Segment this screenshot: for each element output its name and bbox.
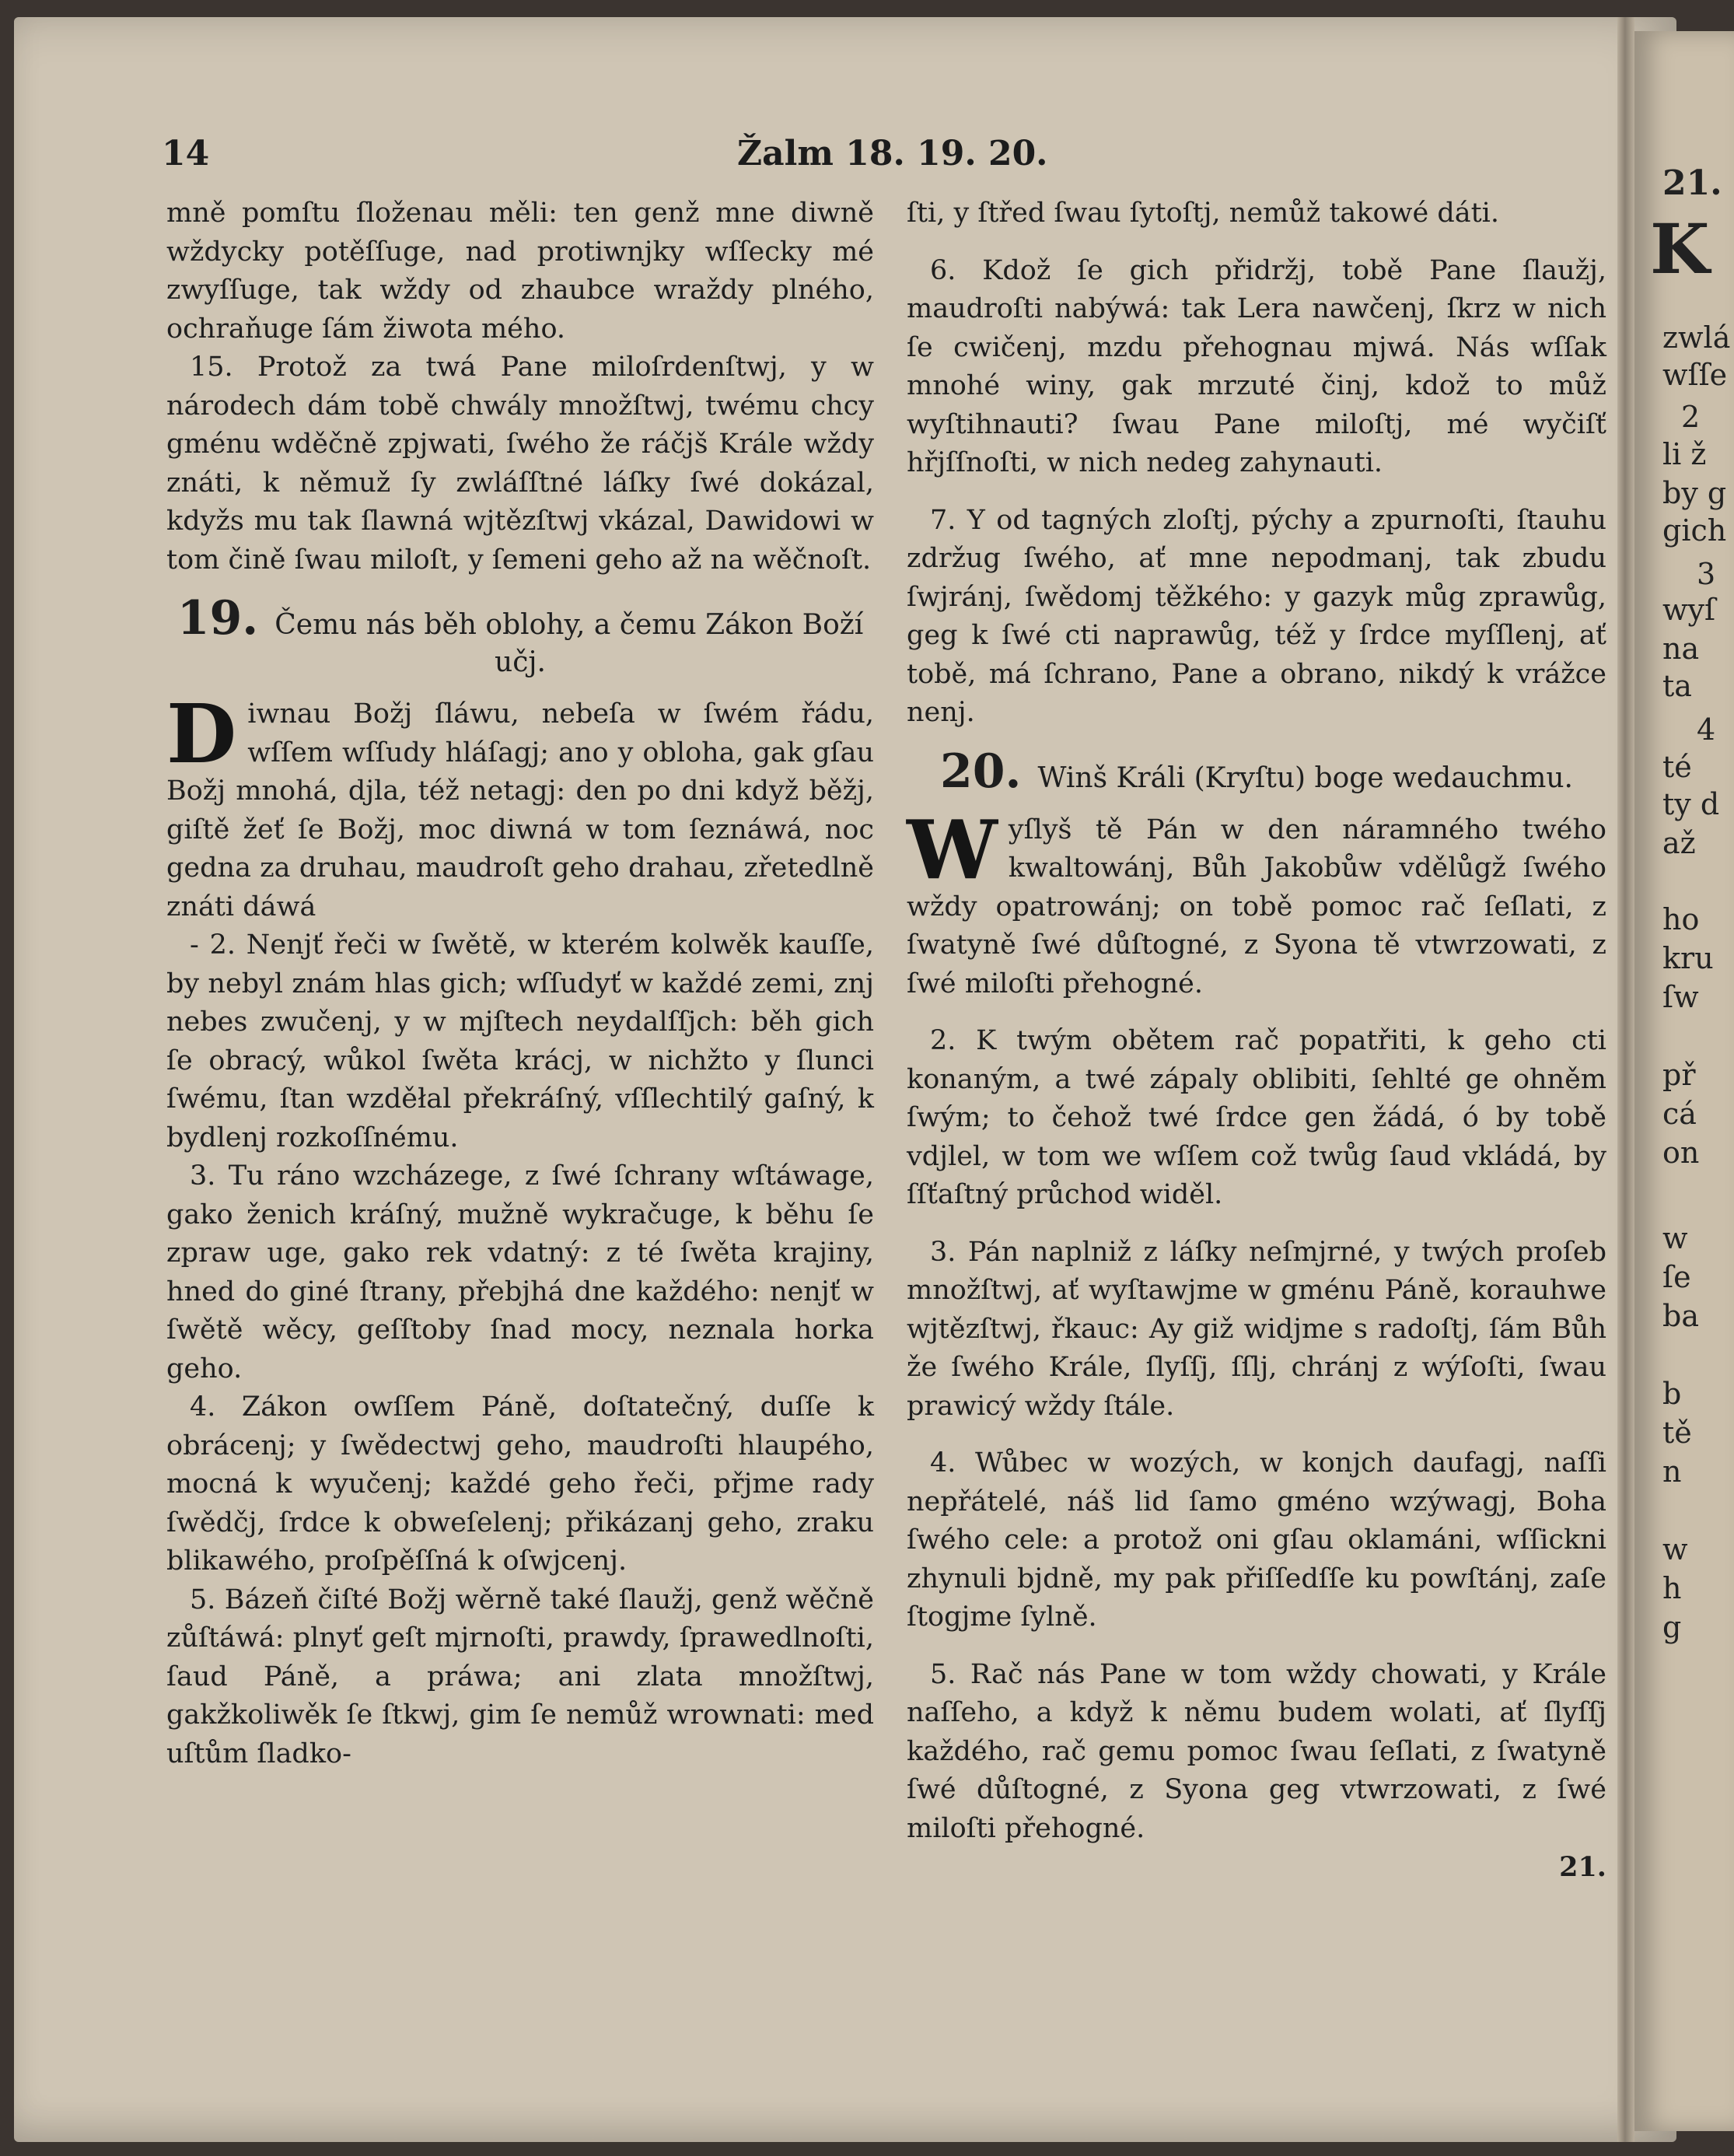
facing-fragment: n — [1662, 1454, 1682, 1489]
book-gutter — [1617, 17, 1634, 2142]
facing-fragment: ba — [1662, 1299, 1699, 1333]
facing-fragment: 3 — [1697, 557, 1716, 591]
facing-fragment: ho — [1662, 902, 1700, 936]
facing-fragment: ſw — [1662, 980, 1699, 1014]
psalm-19-verse-4: 4. Zákon owſſem Páně, doſtatečný, duſſe k obrácenj; y ſwědectwj geho, maudroſti hlaupého, mocná k wyučenj; každé geho řeči, přjme rady ſwědčj, ſrdce k obweſelenj; přikázanj geho, zraku blikawého, proſpěſſná k oſwjcenj. — [166, 1391, 874, 1577]
psalm-19-verse-3: 3. Tu ráno wzcházege, z ſwé ſchrany wſtáwage, gako ženich kráſný, mužně wykračuge, k běhu ſe zpraw uge, gako rek vdatný: z té ſwěta krajiny, hned do giné ſtrany, přebjhá dne každého: nenjť w ſwětě wěcy, geſſtoby ſnad mocy, neznala horka geho. — [166, 1160, 874, 1384]
facing-fragment: b — [1662, 1377, 1682, 1411]
psalm-19-heading — [166, 591, 874, 681]
psalm-19-verse-7: 7. Y od tagných zloſtj, pýchy a zpurnoſti, ſtauhu zdržug ſwého, ať mne nepodmanj, tak zbudu ſwjránj, ſwědomj těžkého: y gazyk můg zprawůg, geg k ſwé cti naprawůg, též y ſrdce myſſlenj, ať tobě, má ſchrano, Pane a obrano, nikdý k vrážce nenj. — [907, 504, 1606, 728]
facing-fragment: ta — [1662, 669, 1692, 703]
facing-fragment: kru — [1662, 941, 1714, 975]
psalm-20-heading — [907, 744, 1606, 799]
psalm-19-title: Čemu nás běh oblohy, a čemu Zákon Boží učj. — [274, 609, 864, 678]
psalm-19-verse-1 — [166, 686, 874, 926]
facing-fragment: h — [1662, 1571, 1682, 1605]
facing-fragment: př — [1662, 1058, 1696, 1092]
verse-15: 15. Protož za twá Pane miloſrdenſtwj, y w národech dám tobě chwály množſtwj, twému chcy gménu wděčně zpjwati, ſwého že ráčjš Krále wždy znáti, k němuž ſy zwláſſtné láſky ſwé dokázal, kdyžs mu tak ſlawná wjtězſtwj vkázal, Dawidowi w tom čině ſwau miloſt, y ſemeni geho až na wěčnoſt. — [166, 352, 874, 576]
facing-fragment: ty d — [1662, 787, 1720, 821]
page-number: 14 — [162, 134, 210, 173]
facing-fragment: w — [1662, 1532, 1688, 1566]
psalm-20-verse-2: 2. K twým obětem rač popatřiti, k geho cti konaným, a twé zápaly oblibiti, ſehlté ge ohněm ſwým; to čehož twé ſrdce gen žádá, ó by tobě vdjlel, w tom we wſſem což twůg ſaud vkládá, by ſſťaſtný průchod widěl. — [907, 1025, 1606, 1210]
facing-fragment: 2 — [1681, 400, 1701, 434]
facing-fragment: on — [1662, 1136, 1700, 1170]
paragraph-opening: mně pomſtu ſloženau měli: ten genž mne diwně wždycky potěſſuge, nad protiwnjky wſſecky mé zwyſſuge, tak wždy od zhaubce wraždy plného, ochraňuge ſám žiwota mého. — [166, 198, 874, 345]
psalm-19-verse-6: 6. Kdož ſe gich přidržj, tobě Pane ſlaužj, maudroſti nabýwá: tak Lera nawčenj, ſkrz w nich ſe cwičenj, mzdu přehognau mjwá. Nás wſſak mnohé winy, gak mrzuté činj, kdož to můž wyſtihnauti? ſwau Pane miloſtj, mé wyčiſť hřjſſnoſti, w nich nedeg zahynauti. — [907, 254, 1606, 478]
psalm-19-verse-5: 5. Bázeň čiſté Božj wěrně také ſlaužj, genž wěčně zůſtáwá: plnyť geſt mjrnoſti, prawdy, ſprawedlnoſti, ſaud Páně, a práwa; ani zlata množſtwj, gakžkoliwěk ſe ſtkwj, gim ſe nemůž wrownati: med uſtům ſladko- — [166, 1584, 874, 1769]
psalm-20-title: Winš Králi (Kryſtu) boge wedauchmu. — [1037, 761, 1573, 794]
psalm-20-verse-1 — [907, 801, 1606, 1004]
right-column — [907, 194, 1606, 1887]
facing-page-edge — [1634, 31, 1734, 2131]
page-header — [162, 134, 1608, 180]
psalm-20-verse-1-text: yſlyš tě Pán w den náramného twého kwaltowánj, Bůh Jakobůw vdělůgž ſwého wždy opatrowánj; on tobě pomoc rač ſeſlati, z ſwatyně ſwé důſtogné, z Syona tě vtwrzowati, z ſwé miloſti přehogné. — [907, 814, 1606, 999]
catchword: 21. — [1559, 1851, 1606, 1883]
paragraph-continuation: ſti, y ſtřed ſwau ſytoſtj, nemůž takowé dáti. — [907, 198, 1500, 229]
facing-fragment: tě — [1662, 1416, 1692, 1450]
facing-fragment: wſſe — [1662, 358, 1728, 392]
book-page — [14, 17, 1676, 2142]
psalm-19-verse-1-text: iwnau Božj ſláwu, nebeſa w ſwém řádu, wſſem wſſudy hláſagj; ano y obloha, gak gſau Božj mnohá, djla, též netagj: den po dni když běžj, giſtě žeť ſe Božj, moc diwná w tom ſeznáwá, noc gedna za druhau, maudroſt geho drahau, zřetedlně znáti dáwá — [166, 698, 874, 922]
drop-cap-initial: W — [907, 801, 998, 898]
facing-fragment: zwlá — [1662, 320, 1731, 355]
left-column — [166, 194, 874, 1773]
psalm-20-number: 20. — [940, 744, 1022, 799]
facing-fragment: gich — [1662, 513, 1727, 548]
facing-fragment: až — [1662, 826, 1696, 860]
facing-fragment: w — [1662, 1221, 1688, 1255]
facing-fragment: na — [1662, 632, 1700, 666]
facing-fragment: 4 — [1697, 712, 1716, 747]
facing-fragment: té — [1662, 750, 1692, 784]
drop-cap-initial: D — [166, 686, 237, 782]
psalm-20-verse-3: 3. Pán naplniž z láſky neſmjrné, y twých proſeb množſtwj, ať wyſtawjme w gménu Páně, korauhwe wjtězſtwj, řkauc: Ay giž widjme s radoſtj, ſám Bůh že ſwého Krále, ſlyſſj, ſſlj, chránj z wýſoſti, ſwau prawicý wždy ſtále. — [907, 1236, 1606, 1422]
facing-fragment: g — [1662, 1610, 1682, 1644]
facing-fragment: ſe — [1662, 1260, 1691, 1294]
facing-fragment: li ž — [1662, 437, 1707, 471]
psalm-20-verse-4: 4. Wůbec w wozých, w konjch daufagj, naſſi nepřátelé, náš lid ſamo gméno wzýwagj, Boha ſwého cele: a protož oni gſau oklamáni, wſſickni zhynuli bjdně, my pak přiſſedſſe ku powſtánj, zaſe ſtogjme ſylně. — [907, 1447, 1606, 1633]
psalm-20-verse-5: 5. Rač nás Pane w tom wždy chowati, y Krále naſſeho, a když k němu budem wolati, ať ſlyſſj každého, rač gemu pomoc ſwau ſeſlati, z ſwatyně ſwé důſtogné, z Syona geg vtwrzowati, z ſwé miloſti přehogné. — [907, 1658, 1606, 1844]
facing-fragment: wyſ — [1662, 593, 1716, 627]
facing-fragment: by g — [1662, 476, 1727, 510]
facing-fragment: K — [1650, 208, 1710, 289]
running-title: Žalm 18. 19. 20. — [737, 134, 1048, 173]
facing-fragment: 21. — [1662, 163, 1722, 203]
psalm-19-number: 19. — [177, 591, 259, 646]
facing-fragment: cá — [1662, 1097, 1697, 1131]
psalm-19-verse-2: - 2. Nenjť řeči w ſwětě, w kterém kolwěk kauſſe, by nebyl znám hlas gich; wſſudyť w každé zemi, znj nebes zwučenj, y w mjſtech neydalſſjch: běh gich ſe obracý, wůkol ſwěta krácj, w nichžto y ſlunci ſwému, ſtan wzděłal překráſný, vſſlechtilý gaſný, k bydlenj rozkoſſnému. — [166, 929, 874, 1153]
